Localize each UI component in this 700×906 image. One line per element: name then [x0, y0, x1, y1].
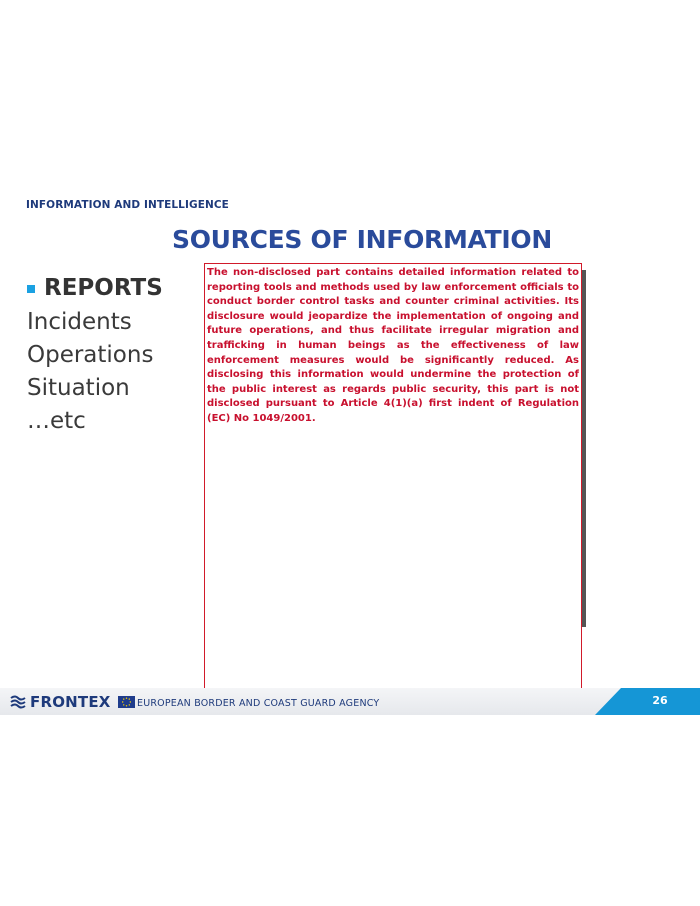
agency-name: EUROPEAN BORDER AND COAST GUARD AGENCY: [137, 698, 380, 709]
list-item: Situation: [27, 375, 130, 401]
bullet-square-icon: [27, 285, 35, 293]
list-item: …etc: [27, 408, 86, 434]
redaction-notice: The non-disclosed part contains detailed information related to reporting tools and methods used by law enforcement officials to conduct border control tasks and counter criminal activities. Its disclosure would jeopardize the implementation of ongoing and future operations, and thus facilitate irregular migration and trafficking in human beings as the effectiveness of law enforcement measures would be significantly reduced. As disclosing this information would undermine the protection of the public interest as regards public security, this part is not disclosed pursuant to Article 4(1)(a) first indent of Regulation (EC) No 1049/2001.: [207, 267, 579, 424]
bullet-list: [27, 270, 163, 438]
page-number: 26: [652, 694, 668, 707]
logo-text: FRONTEX: [30, 693, 111, 711]
list-item: Operations: [27, 342, 154, 368]
section-label: INFORMATION AND INTELLIGENCE: [26, 199, 229, 211]
redaction-box: [204, 263, 582, 694]
frontex-logo: [10, 693, 135, 711]
eu-flag-icon: [118, 696, 135, 708]
wave-logo-icon: [10, 695, 26, 709]
slide-title: SOURCES OF INFORMATION: [172, 225, 552, 254]
bullet-heading-text: REPORTS: [44, 275, 163, 301]
list-item: Incidents: [27, 309, 132, 335]
bullet-heading: [27, 270, 163, 306]
